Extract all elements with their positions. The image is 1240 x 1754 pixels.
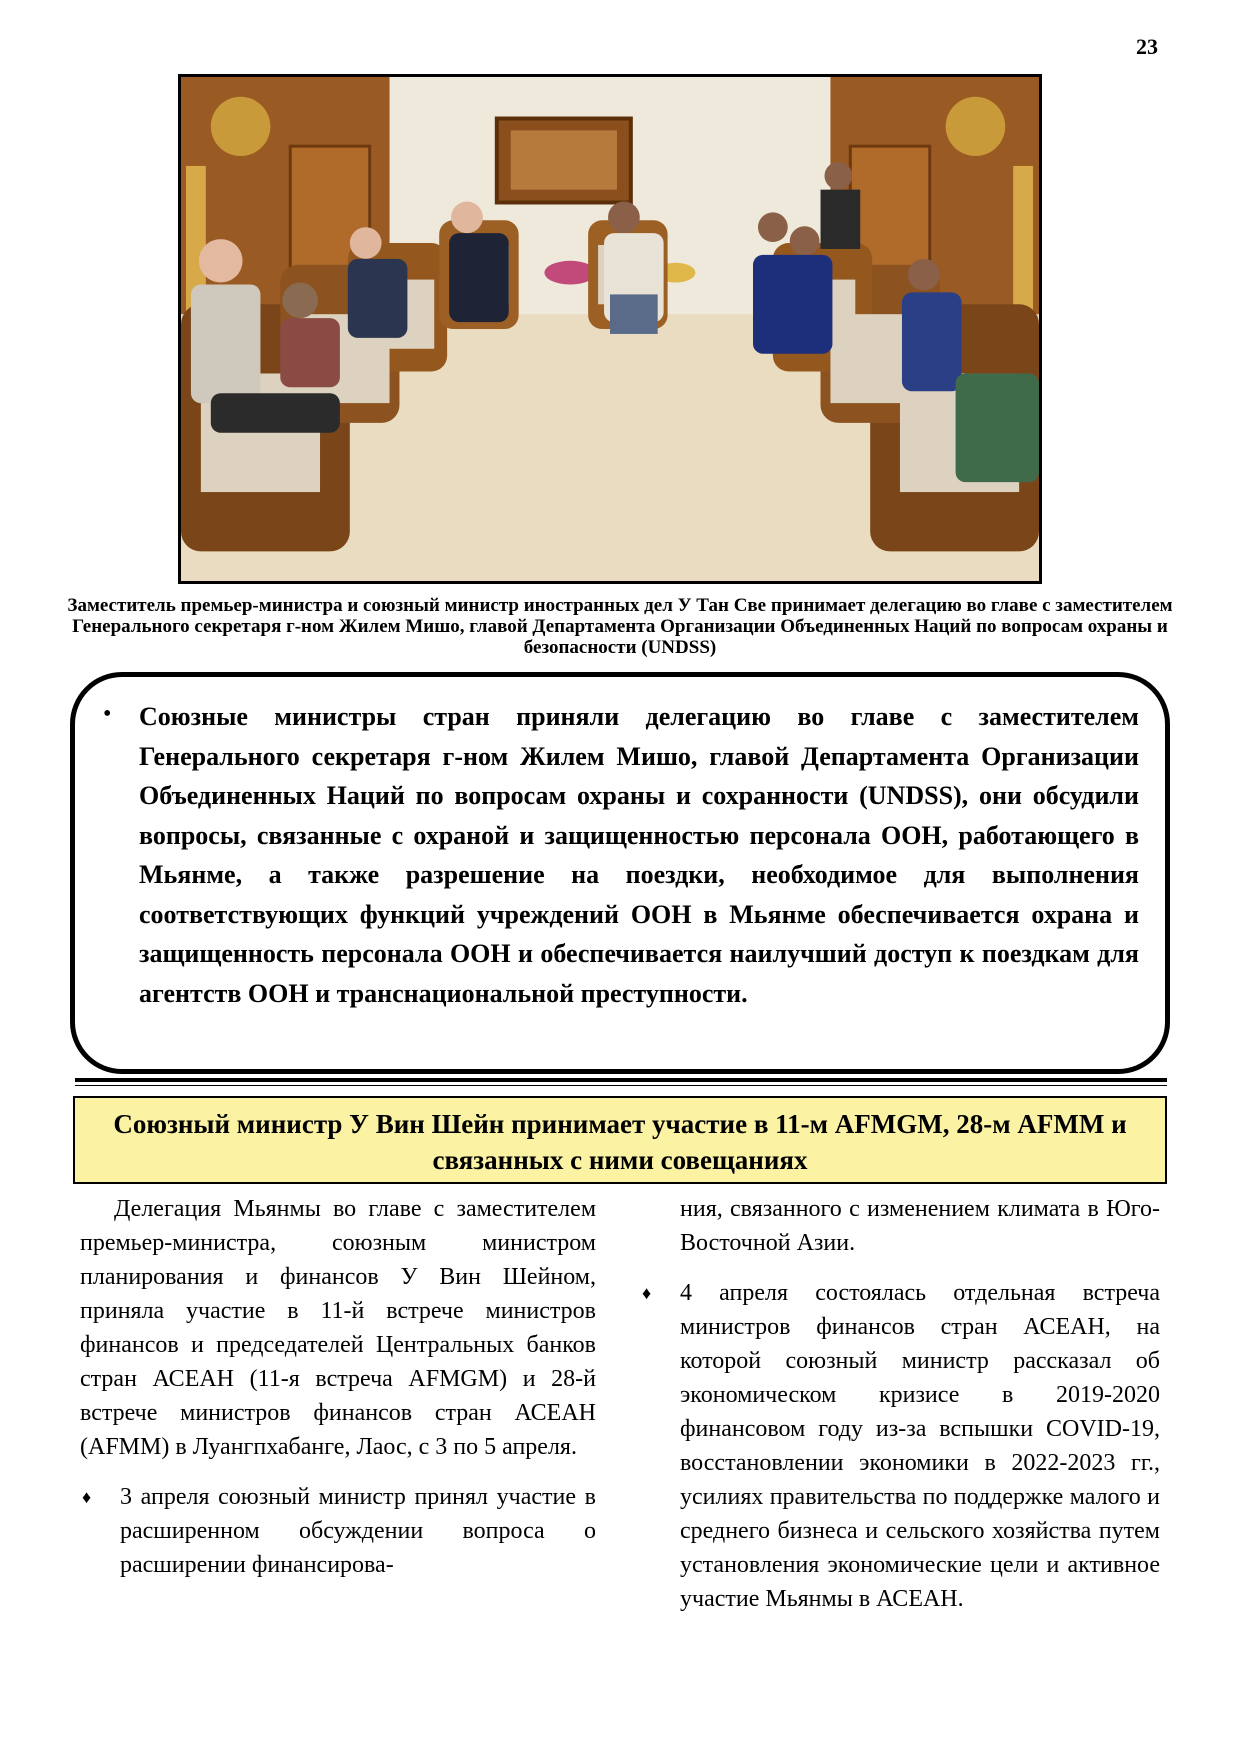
- list-item-text: 3 апреля союзный министр принял участие в расширенном обсуждении вопроса о расширении финансирова-: [120, 1484, 596, 1578]
- page-number: 23: [1136, 34, 1158, 59]
- list-item: [640, 1276, 1160, 1616]
- divider-thick: [75, 1078, 1167, 1082]
- list-item-text: 4 апреля состоялась отдельная встреча министров финансов стран АСЕАН, на которой союзный министр рассказал об экономическом кризисе в 2019-2020 финансовом году из-за вспышки COVID-19, восстановлении экономики в 2022-2023 гг., усилиях правительства по поддержке малого и среднего бизнеса и сельского хозяйства путем установления экономические цели и активное участие Мьянмы в АСЕАН.: [680, 1280, 1160, 1612]
- meeting-photo-illustration: [181, 77, 1039, 581]
- article-intro: Делегация Мьянмы во главе с заместителем премьер-министра, союзным министром планирования и финансов У Вин Шейном, приняла участие в 11-й встрече министров финансов и председателей Центральных банков стран АСЕАН (11-я встреча AFMGM) и 28-й встрече министров финансов стран АСЕАН (AFMM) в Луангпхабанге, Лаос, с 3 по 5 апреля.: [80, 1196, 596, 1460]
- photo-caption: Заместитель премьер-министра и союзный министр иностранных дел У Тан Све принимает делегацию во главе с заместителем Генерального секретаря г-ном Жилем Мишо, главой Департамента Организации Объединенных Наций по вопросам охраны и безопасности (UNDSS): [67, 595, 1173, 658]
- highlight-box: [70, 672, 1170, 1074]
- bullet-icon: •: [103, 701, 112, 727]
- highlight-box-text: Союзные министры стран приняли делегацию во главе с заместителем Генерального секретаря г-ном Жилем Мишо, главой Департамента Организации Объединенных Наций по вопросам охраны и сохранности (UNDSS), они обсудили вопросы, связанные с охраной и защищенностью персонала ООН, работающего в Мьянме, а также разрешение на поездки, необходимое для выполнения соответствующих функций учреждений ООН в Мьянме обеспечивается охрана и защищенность персонала ООН и обеспечивается наилучший доступ к поездкам для агентств ООН и транснациональной преступности.: [139, 702, 1139, 1008]
- list-item: [80, 1480, 596, 1582]
- article-column-left: [80, 1192, 596, 1594]
- article-headline: Союзный министр У Вин Шейн принимает участие в 11-м AFMGM, 28-м AFMM и связанных с ними совещаниях: [73, 1096, 1167, 1184]
- diamond-bullet-icon: ♦: [82, 1487, 92, 1507]
- divider-thin: [75, 1085, 1167, 1086]
- article-column-right: [640, 1192, 1160, 1628]
- list-item-continuation: ния, связанного с изменением климата в Юго-Восточной Азии.: [680, 1196, 1160, 1256]
- diamond-bullet-icon: ♦: [642, 1283, 652, 1303]
- meeting-photo: [178, 74, 1042, 584]
